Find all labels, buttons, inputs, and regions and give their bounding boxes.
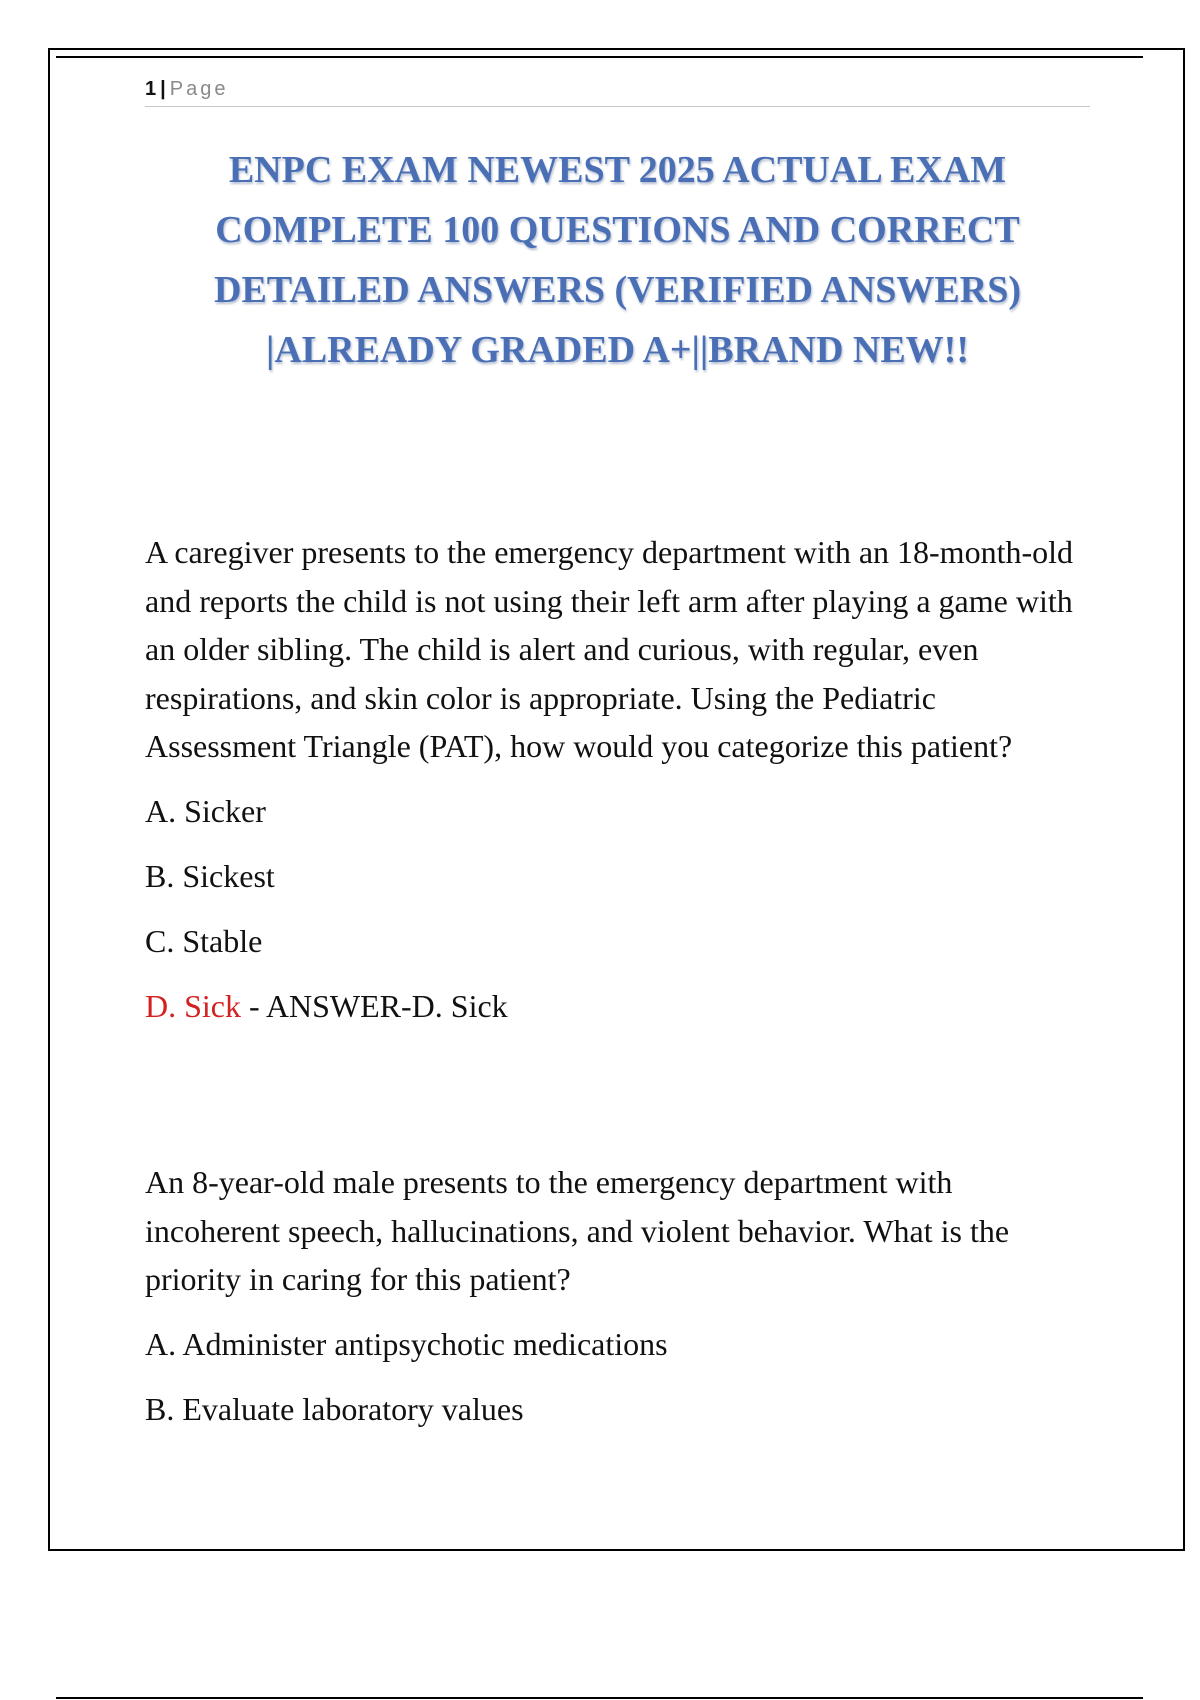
question-2-option-b: B. Evaluate laboratory values xyxy=(145,1390,524,1427)
question-1-answer-text: - ANSWER-D. Sick xyxy=(241,987,508,1024)
question-2 xyxy=(145,1158,1090,1450)
title-line-1: ENPC EXAM NEWEST 2025 ACTUAL EXAM xyxy=(228,149,1007,191)
bottom-rule xyxy=(56,1697,1143,1699)
document-title xyxy=(145,140,1090,380)
question-1-option-b: B. Sickest xyxy=(145,857,275,894)
title-line-2: COMPLETE 100 QUESTIONS AND CORRECT xyxy=(215,209,1020,251)
title-line-3: DETAILED ANSWERS (VERIFIED ANSWERS) xyxy=(214,269,1021,311)
page-number: 1 xyxy=(145,78,157,100)
top-rule xyxy=(56,56,1143,58)
question-1-option-a: A. Sicker xyxy=(145,792,266,829)
title-line-4: |ALREADY GRADED A+||BRAND NEW!! xyxy=(266,329,969,371)
page-header xyxy=(145,72,1090,107)
page-separator: | xyxy=(160,78,166,100)
question-1-correct-option: D. Sick xyxy=(145,987,241,1024)
question-1-answer-line xyxy=(145,982,1090,1047)
question-1-option-c: C. Stable xyxy=(145,922,263,959)
question-2-stem: An 8-year-old male presents to the emergency department with incoherent speech, hallucinations, and violent behavior. What is the priority in caring for this patient? xyxy=(145,1164,1010,1297)
question-1 xyxy=(145,528,1090,1047)
question-1-stem: A caregiver presents to the emergency department with an 18-month-old and reports the child is not using their left arm after playing a game with an older sibling. The child is alert and curious, with regular, even respirations, and skin color is appropriate. Using the Pediatric Assessment Triangle (PAT), how would you categorize this patient? xyxy=(145,534,1073,764)
page-word: Page xyxy=(169,78,229,100)
question-2-option-a: A. Administer antipsychotic medications xyxy=(145,1325,668,1362)
